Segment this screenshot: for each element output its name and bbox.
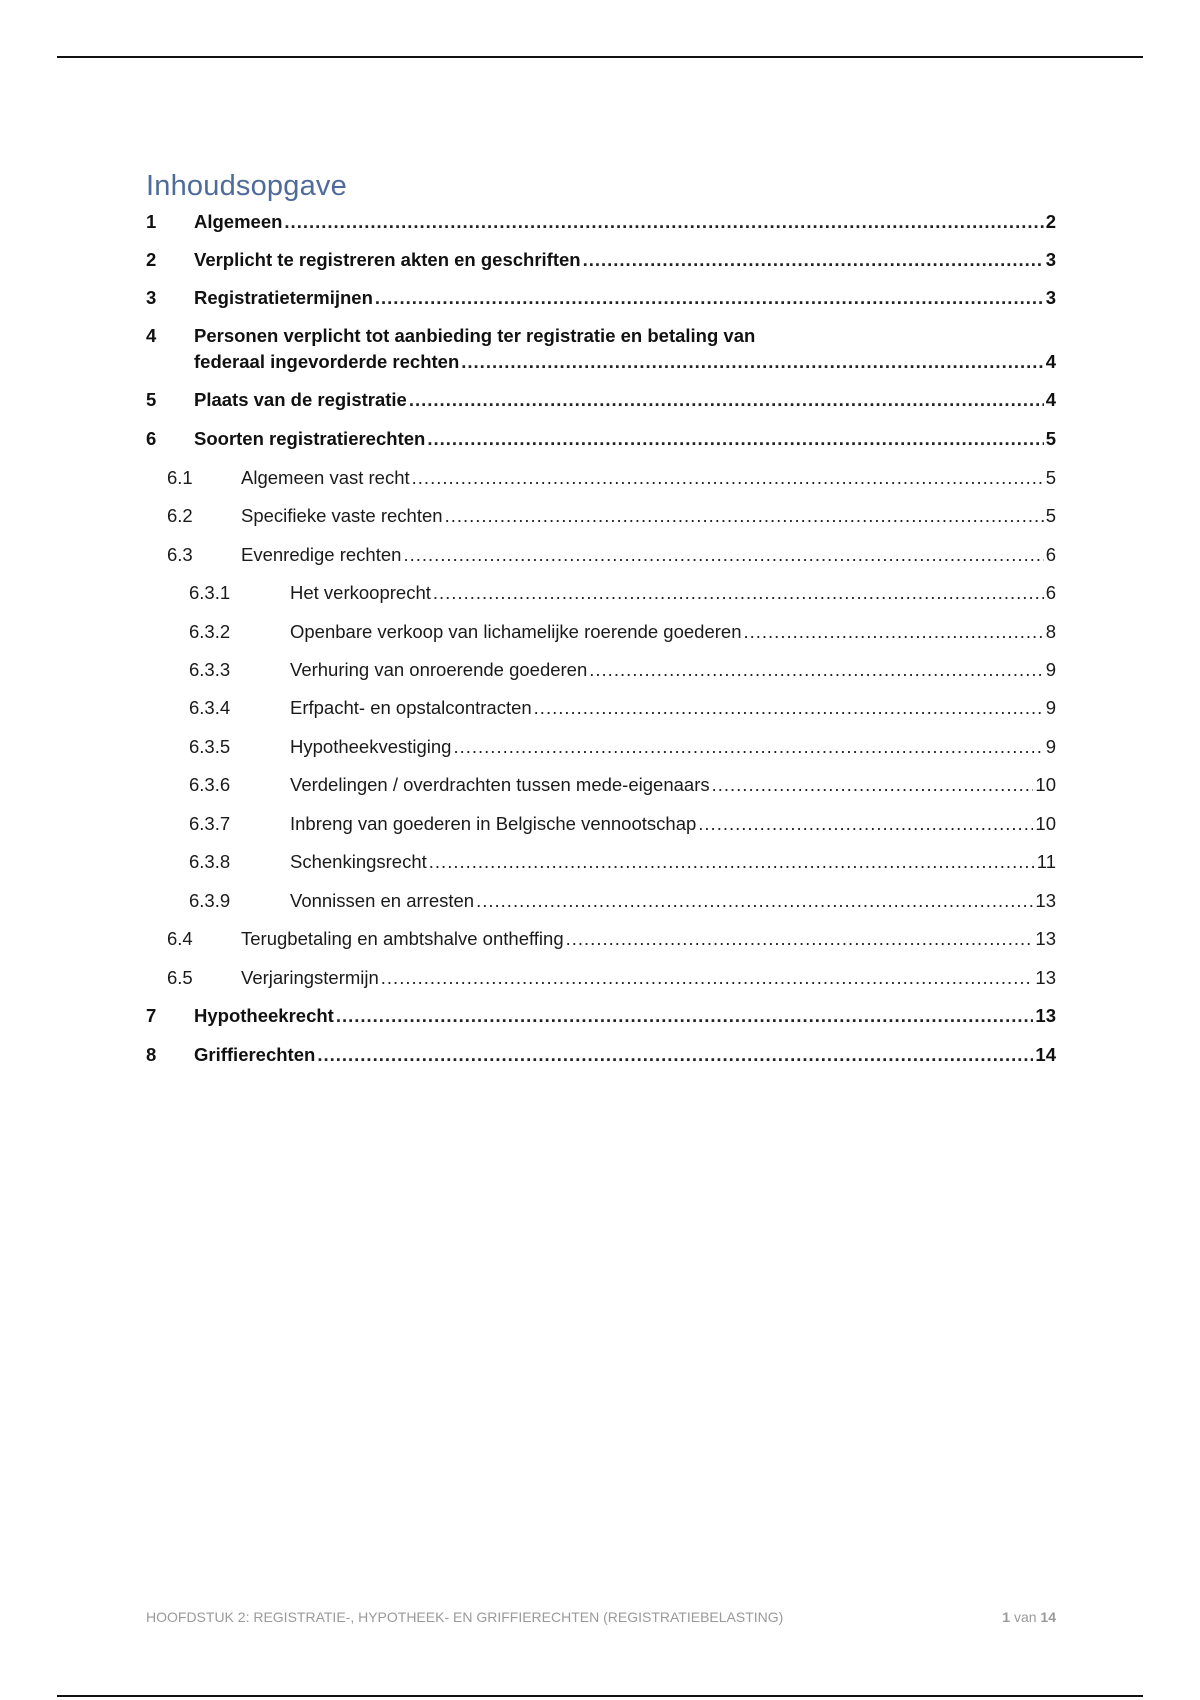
toc-number: 6.1 [167, 467, 193, 488]
toc-leader [445, 505, 1044, 527]
toc-entry-6[interactable] [146, 428, 1056, 450]
toc-label: Specifieke vaste rechten [241, 505, 443, 526]
toc-number: 6.3.5 [189, 736, 231, 757]
top-rule [57, 56, 1143, 58]
toc-entry-2[interactable] [146, 249, 1056, 271]
toc-label: Vonnissen en arresten [290, 890, 475, 911]
toc-leader [336, 1005, 1034, 1027]
toc-number: 6.3.7 [189, 813, 231, 834]
toc-label: Algemeen vast recht [241, 467, 410, 488]
toc-label: Plaats van de registratie [194, 389, 407, 410]
toc-entry-6-3-4[interactable] [146, 697, 1056, 719]
toc-entry-6-3-1[interactable] [146, 582, 1056, 604]
toc-page: 13 [1035, 1005, 1056, 1026]
toc-label: Verhuring van onroerende goederen [290, 659, 588, 680]
toc-label: Griffierechten [194, 1044, 316, 1065]
toc-number: 6 [146, 428, 157, 449]
toc-entry-6-2[interactable] [146, 505, 1056, 527]
toc-leader [476, 890, 1033, 912]
toc-leader [566, 928, 1034, 950]
toc-entry-5[interactable] [146, 389, 1056, 411]
toc-entry-6-3-3[interactable] [146, 659, 1056, 681]
toc-page: 4 [1045, 351, 1056, 372]
toc-leader [375, 287, 1044, 309]
toc-leader [743, 621, 1043, 643]
table-of-contents [146, 170, 1056, 1066]
toc-number: 8 [146, 1044, 157, 1065]
toc-entry-6-3[interactable] [146, 544, 1056, 566]
toc-page: 14 [1035, 1044, 1056, 1065]
toc-page: 3 [1045, 249, 1056, 270]
toc-page: 5 [1045, 505, 1056, 526]
toc-entry-7[interactable] [146, 1005, 1056, 1027]
toc-leader [461, 351, 1043, 373]
toc-label: Erfpacht- en opstalcontracten [290, 697, 532, 718]
toc-page: 4 [1045, 389, 1056, 410]
toc-label-line1: Personen verplicht tot aanbieding ter registratie en betaling van [194, 325, 756, 346]
toc-label: Het verkooprecht [290, 582, 431, 603]
toc-number: 7 [146, 1005, 157, 1026]
toc-entry-8[interactable] [146, 1044, 1056, 1066]
toc-number: 3 [146, 287, 157, 308]
toc-label: Verdelingen / overdrachten tussen mede-eigenaars [290, 774, 710, 795]
toc-label: Schenkingsrecht [290, 851, 427, 872]
toc-number: 6.3.4 [189, 697, 231, 718]
toc-number: 6.3.8 [189, 851, 231, 872]
toc-page: 13 [1035, 890, 1056, 911]
toc-entry-6-5[interactable] [146, 967, 1056, 989]
toc-number: 1 [146, 211, 157, 232]
page-footer [146, 1609, 1056, 1625]
toc-entry-6-3-6[interactable] [146, 774, 1056, 796]
toc-label: Verjaringstermijn [241, 967, 379, 988]
toc-page: 9 [1045, 736, 1056, 757]
toc-label: Inbreng van goederen in Belgische vennootschap [290, 813, 697, 834]
toc-number: 6.3 [167, 544, 193, 565]
toc-entry-6-3-7[interactable] [146, 813, 1056, 835]
toc-label: Registratietermijnen [194, 287, 373, 308]
toc-leader [409, 389, 1044, 411]
toc-label: Hypotheekvestiging [290, 736, 452, 757]
toc-number: 5 [146, 389, 157, 410]
toc-leader [284, 211, 1043, 233]
toc-label: Algemeen [194, 211, 283, 232]
toc-leader [534, 697, 1044, 719]
toc-leader [583, 249, 1044, 271]
toc-label: Openbare verkoop van lichamelijke roerende goederen [290, 621, 742, 642]
toc-number: 6.3.3 [189, 659, 231, 680]
toc-leader [381, 967, 1034, 989]
toc-number: 6.3.6 [189, 774, 231, 795]
toc-page: 9 [1045, 697, 1056, 718]
toc-page: 13 [1035, 928, 1056, 949]
toc-label-line2: federaal ingevorderde rechten [194, 351, 460, 372]
footer-page-current: 1 [1002, 1609, 1011, 1625]
toc-label: Hypotheekrecht [194, 1005, 334, 1026]
toc-label: Terugbetaling en ambtshalve ontheffing [241, 928, 564, 949]
toc-leader [412, 467, 1044, 489]
toc-entry-6-3-8[interactable] [146, 851, 1056, 873]
toc-leader [698, 813, 1033, 835]
toc-entry-6-3-9[interactable] [146, 890, 1056, 912]
toc-leader [427, 428, 1043, 450]
toc-label: Verplicht te registreren akten en geschriften [194, 249, 581, 270]
toc-label: Evenredige rechten [241, 544, 402, 565]
toc-number: 6.5 [167, 967, 193, 988]
footer-chapter-title: HOOFDSTUK 2: REGISTRATIE-, HYPOTHEEK- EN GRIFFIERECHTEN (REGISTRATIEBELASTING) [146, 1609, 784, 1625]
toc-number: 6.3.9 [189, 890, 231, 911]
toc-number: 6.4 [167, 928, 193, 949]
toc-page: 2 [1045, 211, 1056, 232]
toc-page: 3 [1045, 287, 1056, 308]
toc-leader [453, 736, 1043, 758]
toc-page: 9 [1045, 659, 1056, 680]
toc-page: 5 [1045, 428, 1056, 449]
toc-leader [433, 582, 1044, 604]
toc-leader [429, 851, 1035, 873]
toc-number: 6.2 [167, 505, 193, 526]
toc-page: 11 [1036, 851, 1056, 872]
toc-page: 6 [1045, 544, 1056, 565]
toc-title: Inhoudsopgave [146, 170, 347, 202]
bottom-rule [57, 1695, 1143, 1697]
toc-page: 8 [1045, 621, 1056, 642]
footer-page-separator: van [1010, 1609, 1041, 1625]
toc-page: 10 [1035, 813, 1056, 834]
toc-entry-6-3-2[interactable] [146, 621, 1056, 643]
toc-page: 13 [1035, 967, 1056, 988]
toc-label: Soorten registratierechten [194, 428, 426, 449]
toc-page: 5 [1045, 467, 1056, 488]
toc-page: 10 [1035, 774, 1056, 795]
toc-leader [403, 544, 1043, 566]
toc-leader [317, 1044, 1033, 1066]
toc-number: 2 [146, 249, 157, 270]
toc-leader [589, 659, 1043, 681]
footer-page-total: 14 [1040, 1609, 1056, 1625]
toc-number: 6.3.1 [189, 582, 231, 603]
toc-entry-6-4[interactable] [146, 928, 1056, 950]
toc-number: 4 [146, 325, 157, 346]
toc-page: 6 [1045, 582, 1056, 603]
toc-leader [712, 774, 1034, 796]
toc-entry-3[interactable] [146, 287, 1056, 309]
toc-number: 6.3.2 [189, 621, 231, 642]
toc-entry-1[interactable] [146, 211, 1056, 233]
toc-entry-6-1[interactable] [146, 467, 1056, 489]
toc-entry-6-3-5[interactable] [146, 736, 1056, 758]
footer-page-number [1002, 1609, 1056, 1625]
toc-entry-4[interactable] [146, 325, 1056, 373]
